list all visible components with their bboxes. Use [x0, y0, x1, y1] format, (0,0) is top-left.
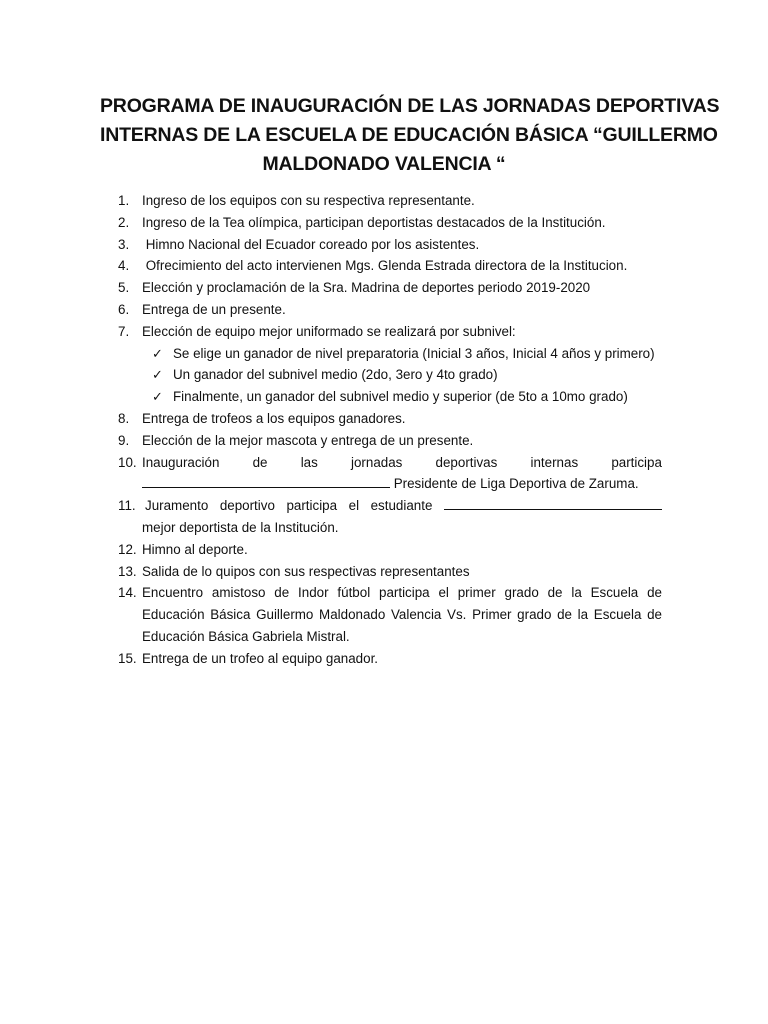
item-number: 4. — [118, 258, 130, 274]
item-text: Entrega de trofeos a los equipos ganadores. — [142, 410, 406, 426]
item-text: Entrega de un trofeo al equipo ganador. — [142, 650, 379, 666]
item-text: Himno al deporte. — [142, 541, 248, 557]
checkmark-icon: ✓ — [152, 345, 163, 361]
item-word: Juramento — [145, 498, 209, 514]
sub-list-item — [118, 343, 662, 365]
item-number: 1. — [118, 193, 130, 208]
item-text: Ingreso de los equipos con su respectiva representante. — [142, 193, 475, 208]
document-title — [100, 92, 720, 179]
list-item — [118, 277, 662, 299]
list-item — [118, 648, 662, 670]
item-text: Elección de equipo mejor uniformado se realizará por subnivel: — [142, 323, 516, 339]
title-line-1: PROGRAMA DE INAUGURACIÓN DE LAS JORNADAS DEPORTIVAS — [100, 95, 720, 117]
item-text-line — [142, 452, 662, 474]
list-item — [118, 561, 662, 583]
item-text: Encuentro amistoso de Indor fútbol participa el primer grado de la Escuela de Educación Básica Guillermo Maldonado Valencia Vs. Primer grado de la Escuela de Educación Básica Gabriela Mistral. — [142, 585, 662, 644]
item-word: el — [348, 498, 360, 514]
item-number: 5. — [118, 280, 130, 296]
item-word: estudiante — [370, 498, 433, 514]
sub-item-text: Un ganador del subnivel medio (2do, 3ero y 4to grado) — [173, 367, 498, 383]
list-item — [118, 234, 662, 256]
list-item — [118, 539, 662, 561]
item-text-line — [142, 495, 662, 517]
item-word: deportivas — [435, 454, 498, 470]
item-number: 9. — [118, 432, 130, 448]
program-list — [118, 190, 662, 670]
item-text: Ingreso de la Tea olímpica, participan deportistas destacados de la Institución. — [142, 214, 606, 230]
list-item — [118, 255, 662, 277]
item-number: 3. — [118, 236, 130, 252]
list-item — [118, 408, 662, 430]
list-item — [118, 321, 662, 343]
list-item — [118, 299, 662, 321]
item-word: deportivo — [219, 498, 275, 514]
sub-item-text: Se elige un ganador de nivel preparatoria (Inicial 3 años, Inicial 4 años y primero) — [173, 345, 655, 361]
title-line-3: MALDONADO VALENCIA “ — [262, 153, 506, 175]
list-item — [118, 212, 662, 234]
item-number: 7. — [118, 323, 130, 339]
item-text: Elección y proclamación de la Sra. Madrina de deportes periodo 2019-2020 — [142, 280, 591, 296]
item-text: Ofrecimiento del acto intervienen Mgs. Glenda Estrada directora de la Institucion. — [142, 258, 628, 274]
list-item — [118, 495, 662, 539]
item-word: internas — [530, 454, 579, 470]
item-word: participa — [286, 498, 338, 514]
item-word: las — [300, 454, 318, 470]
item-text: Elección de la mejor mascota y entrega de un presente. — [142, 432, 474, 448]
item-word: jornadas — [350, 454, 403, 470]
item-number: 8. — [118, 410, 130, 426]
item-number: 2. — [118, 214, 130, 230]
item-text: Himno Nacional del Ecuador coreado por los asistentes. — [142, 236, 480, 252]
item-number: 10. — [118, 454, 137, 470]
item-text: Salida de lo quipos con sus respectivas representantes — [142, 563, 470, 579]
title-line-2: INTERNAS DE LA ESCUELA DE EDUCACIÓN BÁSICA “GUILLERMO — [100, 124, 718, 146]
list-item — [118, 430, 662, 452]
checkmark-icon: ✓ — [152, 367, 163, 383]
item-word: de — [252, 454, 268, 470]
item-number: 6. — [118, 301, 130, 317]
item-number: 13. — [118, 563, 137, 579]
item-word: Inauguración — [142, 454, 220, 470]
item-text: Presidente de Liga Deportiva de Zaruma. — [390, 476, 639, 492]
item-number: 14. — [118, 585, 137, 601]
signature-blank-line — [142, 473, 390, 488]
item-number: 15. — [118, 650, 137, 666]
sub-list-item — [118, 364, 662, 386]
signature-blank-line — [444, 495, 662, 510]
item-text: mejor deportista de la Institución. — [142, 519, 339, 535]
item-word: participa — [611, 454, 662, 470]
checkmark-icon: ✓ — [152, 389, 163, 405]
sub-list-item — [118, 386, 662, 408]
list-item — [118, 190, 662, 212]
item-text-line — [142, 473, 662, 495]
item-number: 11. — [118, 498, 136, 514]
list-item — [118, 582, 662, 647]
item-text: Entrega de un presente. — [142, 301, 286, 317]
item-number: 12. — [118, 541, 137, 557]
list-item — [118, 452, 662, 496]
sub-item-text: Finalmente, un ganador del subnivel medio y superior (de 5to a 10mo grado) — [173, 389, 628, 405]
